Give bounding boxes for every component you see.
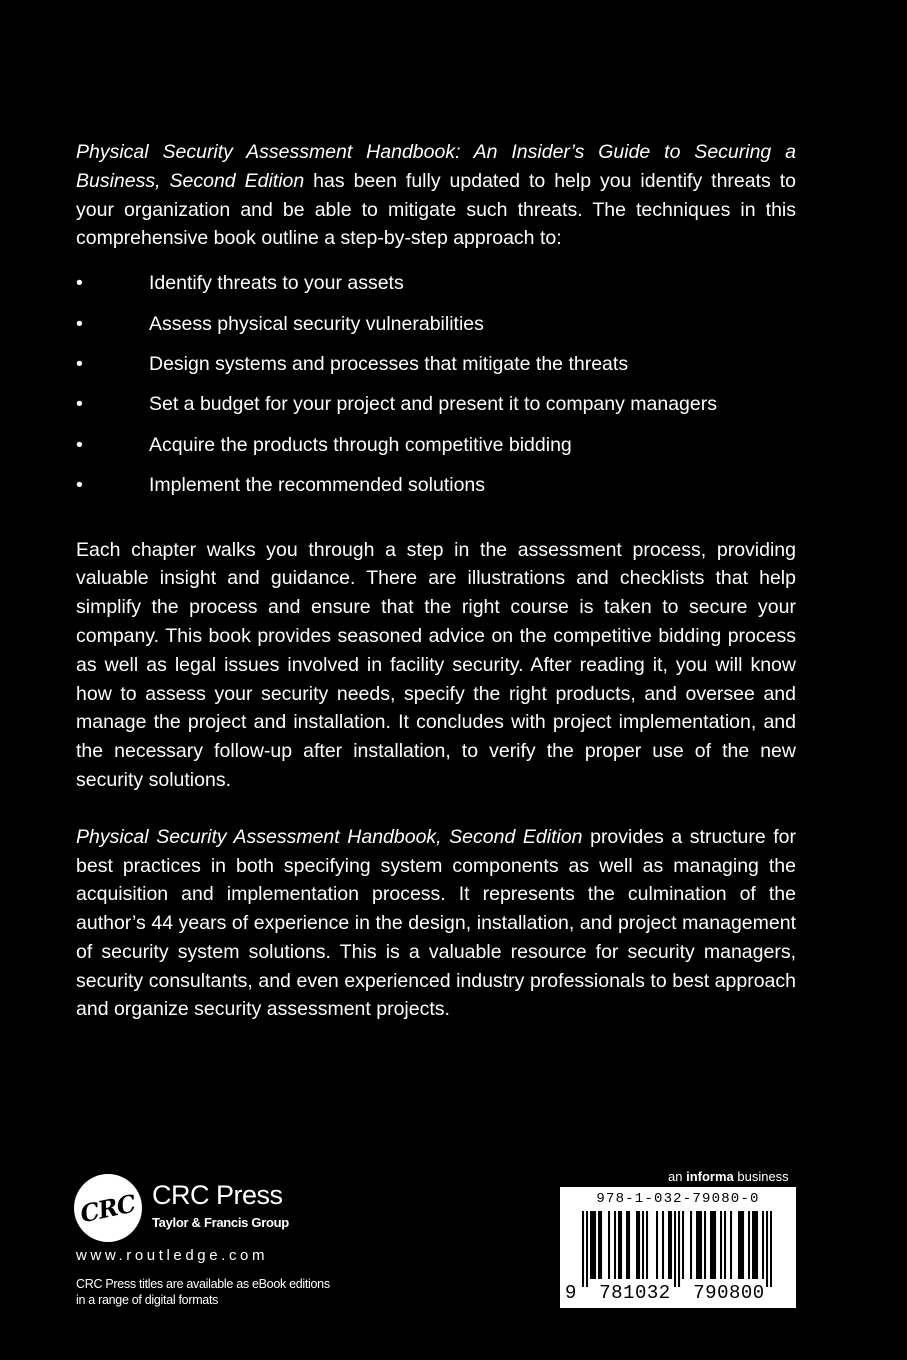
publisher-name: CRC Press [152, 1180, 283, 1210]
bullet-icon: • [76, 312, 83, 335]
informa-suffix: business [733, 1169, 789, 1184]
barcode-bar [594, 1211, 596, 1279]
isbn-number: 978-1-032-79080-0 [596, 1191, 760, 1207]
ean-first-digit: 9 [565, 1282, 577, 1304]
barcode-bar [662, 1211, 664, 1279]
barcode-icon [582, 1211, 772, 1287]
barcode-bar [646, 1211, 648, 1279]
barcode-bar [696, 1211, 698, 1279]
ean-left-group: 781032 [599, 1282, 671, 1304]
barcode-bar [740, 1211, 742, 1279]
barcode-bar [756, 1211, 758, 1279]
barcode-bar [670, 1211, 672, 1279]
summary-paragraph [76, 823, 796, 1025]
barcode-bar [678, 1211, 680, 1287]
barcode-bar [626, 1211, 628, 1279]
barcode-bar [628, 1211, 630, 1279]
barcode-bar [598, 1211, 600, 1279]
barcode-bar [586, 1211, 588, 1287]
barcode-bar [608, 1211, 610, 1279]
chapter-overview-paragraph: Each chapter walks you through a step in the assessment process, providing valuable insight and guidance. There are illustrations and checklists that help simplify the process and ensure that the right course is taken to secure your company. This book provides seasoned advice on the competitive bidding process as well as legal issues involved in facility security. After reading it, you will know how to assess your security needs, specify the right products, and oversee and manage the project and installation. It concludes with project implementation, and the necessary follow-up after installation, to verify the proper use of the new security solutions. [76, 538, 796, 791]
barcode-bar [748, 1211, 750, 1279]
bullet-icon: • [76, 433, 83, 456]
informa-tagline [668, 1169, 789, 1184]
barcode-bar [730, 1211, 732, 1279]
list-item-text: Design systems and processes that mitigate the threats [149, 352, 629, 375]
ean-right-group: 790800 [693, 1282, 765, 1304]
barcode-bar [582, 1211, 584, 1287]
intro-paragraph [76, 138, 796, 253]
barcode-bar [742, 1211, 744, 1279]
publisher-block [152, 1180, 289, 1232]
barcode-bar [636, 1211, 638, 1279]
barcode-bar [600, 1211, 602, 1279]
barcode-bar [714, 1211, 716, 1279]
ebook-note-line: in a range of digital formats [76, 1293, 219, 1307]
barcode-bar [620, 1211, 622, 1279]
ebook-note [76, 1276, 346, 1308]
bullet-icon: • [76, 272, 83, 295]
list-item-text: Assess physical security vulnerabilities [149, 312, 484, 335]
crc-logo [74, 1174, 142, 1242]
steps-list [76, 269, 796, 511]
bullet-icon: • [76, 474, 83, 497]
list-item [76, 350, 796, 390]
barcode-bar [642, 1211, 644, 1279]
summary-text: provides a structure for best practices in both specifying system components as well as managing the acquisition and implementation process. It represents the culmination of the author’s 44 years of experience in the design, installation, and project management of security system solutions. This is a valuable resource for security managers, security consultants, and even experienced industry professionals to best approach and organize security assessment projects. [76, 825, 796, 1021]
barcode-bar [682, 1211, 684, 1279]
list-item [76, 390, 796, 430]
barcode-bar [762, 1211, 764, 1279]
bullet-icon: • [76, 352, 83, 375]
barcode-bar [674, 1211, 676, 1287]
barcode-bar [720, 1211, 722, 1279]
barcode-bar [738, 1211, 740, 1279]
barcode-bar [668, 1211, 670, 1279]
crc-logo-text: CRC [78, 1188, 138, 1228]
list-item-text: Implement the recommended solutions [149, 474, 486, 497]
barcode-bar [698, 1211, 700, 1279]
informa-brand: informa [686, 1169, 734, 1184]
list-item-text: Acquire the products through competitive bidding [149, 433, 572, 456]
list-item [76, 310, 796, 350]
informa-prefix: an [668, 1169, 687, 1184]
barcode-bar [752, 1211, 754, 1279]
book-title-italic: Physical Security Assessment Handbook: An Insider’s Guide to Securing a Business, Second Edition [76, 141, 796, 192]
barcode-bar [704, 1211, 706, 1279]
bullet-icon: • [76, 393, 83, 416]
barcode-bar [724, 1211, 726, 1279]
barcode-bar [712, 1211, 714, 1279]
barcode-bar [614, 1211, 616, 1279]
list-item-text: Set a budget for your project and present it to company managers [149, 393, 717, 416]
barcode-bar [754, 1211, 756, 1279]
barcode-bar [766, 1211, 768, 1287]
list-item [76, 431, 796, 471]
publisher-group: Taylor & Francis Group [152, 1215, 289, 1230]
website-link[interactable]: www.routledge.com [76, 1247, 269, 1264]
barcode-bar [690, 1211, 692, 1279]
barcode-bar [656, 1211, 658, 1279]
back-cover-description [76, 138, 796, 1024]
barcode-bar [710, 1211, 712, 1279]
isbn-barcode [560, 1187, 796, 1308]
barcode-bar [618, 1211, 620, 1279]
ebook-note-line: CRC Press titles are available as eBook editions [76, 1277, 330, 1291]
list-item-text: Identify threats to your assets [149, 272, 404, 295]
intro-text: has been fully updated to help you identify threats to your organization and be able to mitigate such threats. The techniques in this comprehensive book outline a step-by-step approach to: [76, 169, 796, 250]
barcode-bar [590, 1211, 592, 1279]
barcode-bar [638, 1211, 640, 1279]
list-item [76, 269, 796, 309]
barcode-bar [592, 1211, 594, 1279]
list-item [76, 471, 796, 511]
barcode-bar [700, 1211, 702, 1279]
barcode-bar [770, 1211, 772, 1287]
book-title-italic: Physical Security Assessment Handbook, Second Edition [76, 825, 583, 848]
